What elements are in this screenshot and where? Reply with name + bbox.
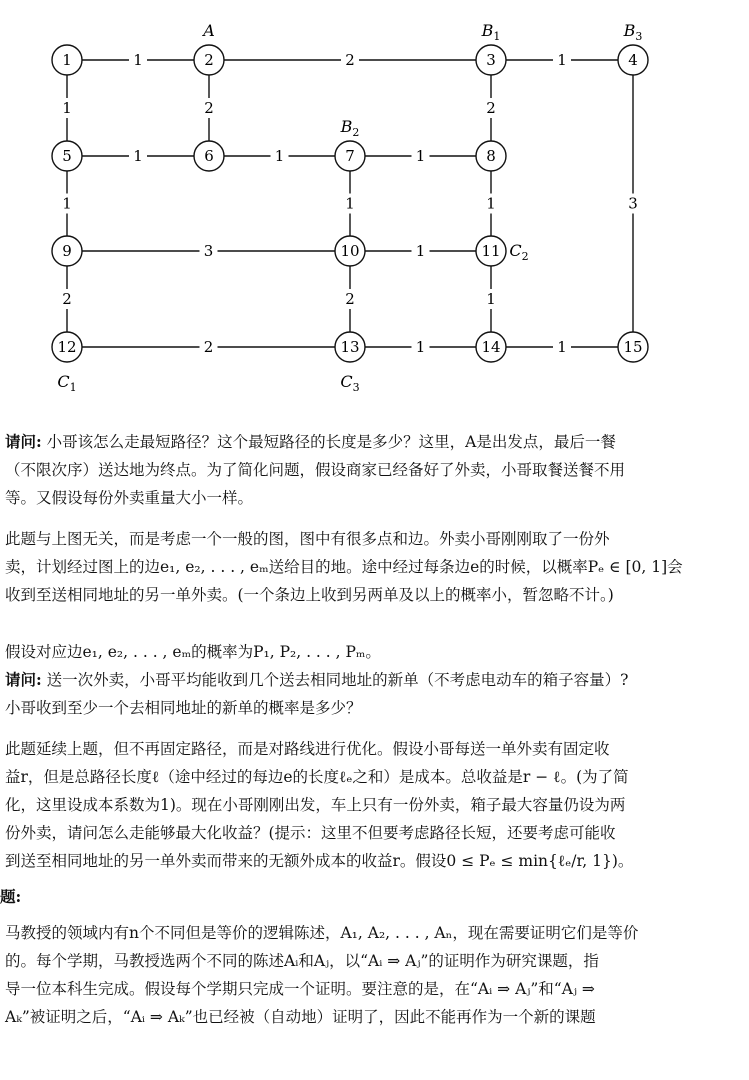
- node-tag-main-4: B: [623, 21, 636, 40]
- edge-weight-7-10: 1: [345, 194, 355, 213]
- edge-weight-2-6: 2: [204, 99, 214, 117]
- edge-weight-1-2: 1: [133, 51, 143, 69]
- node-label-7: 7: [345, 147, 355, 165]
- node-tag-main-12: C: [57, 372, 70, 391]
- q1-line-2: （不限次序）送达地为终点。为了简化问题，假设商家已经备好了外卖，小哥取餐送餐不用: [5, 461, 626, 479]
- q2-line-2: 小哥收到至少一个去相同地址的新单的概率是多少？: [5, 699, 362, 717]
- graph-figure: [0, 0, 749, 400]
- node-tag-13: [340, 372, 359, 394]
- node-tag-7: [340, 117, 360, 139]
- node-tag-3: [481, 21, 501, 43]
- edge-weight-2-3: 2: [345, 51, 355, 69]
- node-tag-11: [509, 241, 528, 263]
- node-tag-12: [57, 372, 76, 394]
- section-heading: [0, 883, 749, 911]
- p2-line-2: 卖，计划经过图上的边e₁, e₂, . . . , eₘ送给目的地。途中经过每条边e的时候，以概率Pₑ ∈ [0, 1]会: [5, 558, 683, 576]
- node-tag-sub-13: 3: [352, 381, 360, 394]
- node-label-5: 5: [62, 147, 72, 165]
- node-tag-sub-12: 1: [69, 381, 77, 394]
- question-1: [5, 428, 749, 512]
- node-tag-4: [623, 21, 643, 43]
- node-label-14: 14: [481, 338, 501, 356]
- node-tag-main-7: B: [340, 117, 353, 136]
- edge-weight-4-15: 3: [628, 194, 638, 213]
- paragraph-5: [5, 919, 749, 1031]
- q1-line-1: [5, 428, 749, 456]
- q1-label: 请问:: [5, 432, 42, 451]
- edge-weight-3-4: 1: [557, 51, 567, 69]
- edge-weight-7-8: 1: [415, 147, 426, 165]
- p5-line-1: 马教授的领域内有n个不同但是等价的逻辑陈述，A₁, A₂, . . . , Aₙ，现在需要证明它们是等价: [5, 924, 639, 942]
- p4-line-3: 化，这里设成本系数为1)。现在小哥刚刚出发，车上只有一份外卖，箱子最大容量仍设为两: [5, 796, 626, 814]
- edge-weight-9-12: 2: [62, 290, 72, 308]
- p2-line-3: 收到至送相同地址的另一单外卖。(一个条边上收到另两单及以上的概率小，暂忽略不计。): [5, 586, 614, 604]
- edge-weight-3-8: 2: [486, 99, 496, 117]
- p4-line-1: 此题延续上题，但不再固定路径，而是对路线进行优化。假设小哥每送一单外卖有固定收: [5, 740, 610, 758]
- edge-weight-14-15: 1: [557, 338, 567, 356]
- node-label-9: 9: [62, 242, 72, 260]
- q1-line-1-text: 小哥该怎么走最短路径？这个最短路径的长度是多少？这里，A是出发点，最后一餐: [41, 433, 616, 451]
- node-label-6: 6: [204, 147, 214, 165]
- p5-line-2: 的。每个学期，马教授选两个不同的陈述Aᵢ和Aⱼ，以“Aᵢ ⇒ Aⱼ”的证明作为研究课题，指: [5, 952, 599, 970]
- paragraph-2: [5, 525, 749, 609]
- q1-line-3: 等。又假设每份外卖重量大小一样。: [5, 489, 254, 507]
- question-2: [5, 666, 749, 722]
- node-label-15: 15: [623, 338, 643, 356]
- node-label-11: 11: [481, 242, 501, 260]
- node-label-3: 3: [486, 51, 496, 69]
- edge-weight-5-6: 1: [133, 147, 143, 165]
- node-label-8: 8: [486, 147, 496, 165]
- edge-weight-10-11: 1: [415, 242, 426, 260]
- edge-weight-9-10: 3: [203, 242, 214, 260]
- node-label-2: 2: [204, 51, 214, 69]
- node-tag-sub-4: 3: [635, 30, 643, 43]
- p4-line-2: 益r，但是总路径长度ℓ（途中经过的每边e的长度ℓₑ之和）是成本。总收益是r − ℓ。(为了简: [5, 768, 629, 786]
- node-tag-main-13: C: [340, 372, 353, 391]
- p5-line-4: Aₖ”被证明之后，“Aᵢ ⇒ Aₖ”也已经被（自动地）证明了，因此不能再作为一个新的课题: [5, 1008, 596, 1026]
- node-label-4: 4: [628, 51, 638, 69]
- node-tag-main-11: C: [509, 241, 522, 260]
- node-tag-sub-11: 2: [521, 250, 529, 263]
- node-label-12: 12: [57, 338, 77, 356]
- edge-weight-13-14: 1: [415, 338, 426, 356]
- edge-weight-5-9: 1: [62, 194, 72, 213]
- p4-line-4: 份外卖，请问怎么走能够最大化收益？(提示：这里不但要考虑路径长短，还要考虑可能收: [5, 824, 616, 842]
- document-text: [0, 428, 749, 1031]
- edge-weight-10-13: 2: [345, 290, 355, 308]
- p4-line-5: 到送至相同地址的另一单外卖而带来的无额外成本的收益r。假设0 ≤ Pₑ ≤ min{ℓₑ/r, 1})。: [5, 852, 634, 870]
- section-label: 题:: [0, 887, 22, 906]
- node-tag-main-2: A: [203, 21, 215, 40]
- node-tag-sub-7: 2: [352, 126, 360, 139]
- edge-weight-1-5: 1: [62, 99, 72, 117]
- node-tag-main-3: B: [481, 21, 494, 40]
- edge-weight-11-14: 1: [486, 290, 496, 308]
- q2-line-1: [5, 666, 749, 694]
- q2-line-1-text: 送一次外卖，小哥平均能收到几个送去相同地址的新单（不考虑电动车的箱子容量）?: [41, 671, 629, 689]
- edge-weight-12-13: 2: [203, 338, 214, 356]
- p5-line-3: 导一位本科生完成。假设每个学期只完成一个证明。要注意的是，在“Aᵢ ⇒ Aⱼ”和“Aⱼ ⇒: [5, 980, 595, 998]
- q2-label: 请问:: [5, 670, 42, 689]
- edge-weight-6-7: 1: [274, 147, 285, 165]
- node-label-1: 1: [62, 51, 72, 69]
- p2-line-1: 此题与上图无关，而是考虑一个一般的图，图中有很多点和边。外卖小哥刚刚取了一份外: [5, 530, 610, 548]
- node-tag-2: [201, 21, 215, 40]
- paragraph-3: [5, 638, 749, 666]
- paragraph-4: [5, 735, 749, 875]
- edge-weight-8-11: 1: [486, 194, 496, 213]
- node-label-10: 10: [340, 242, 360, 260]
- node-tag-sub-3: 1: [493, 30, 501, 43]
- node-label-13: 13: [340, 338, 360, 356]
- p3-line-1: 假设对应边e₁, e₂, . . . , eₘ的概率为P₁, P₂, . . . , Pₘ。: [5, 643, 381, 661]
